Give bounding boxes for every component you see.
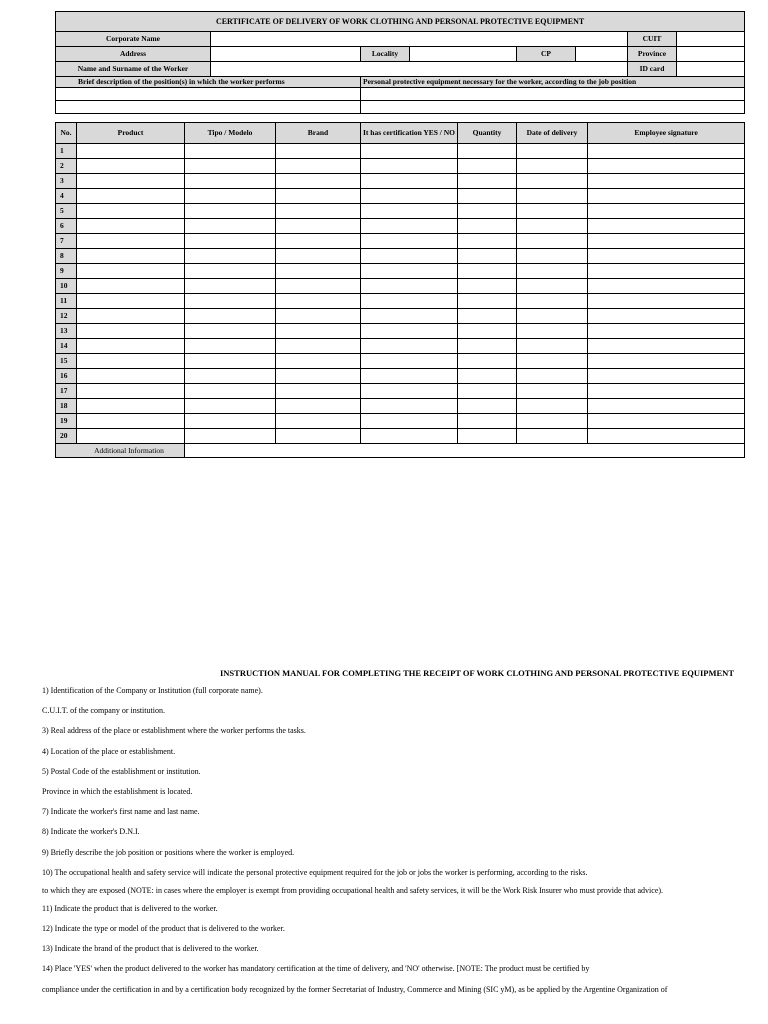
- product-cell[interactable]: [77, 384, 185, 399]
- delivery-date-cell[interactable]: [517, 249, 588, 264]
- manual-item: Province in which the establishment is located.: [42, 786, 193, 796]
- corporate-name-field[interactable]: [211, 32, 628, 47]
- model-cell[interactable]: [185, 309, 276, 324]
- signature-cell[interactable]: [588, 219, 745, 234]
- col-header-no: No.: [56, 123, 77, 144]
- delivery-date-cell[interactable]: [517, 159, 588, 174]
- certification-cell[interactable]: [361, 324, 458, 339]
- worker-name-label: Name and Surname of the Worker: [56, 62, 211, 77]
- manual-item: 11) Indicate the product that is delivered to the worker.: [42, 903, 218, 913]
- table-row: [56, 369, 745, 384]
- model-cell[interactable]: [185, 189, 276, 204]
- model-cell[interactable]: [185, 399, 276, 414]
- brand-cell[interactable]: [276, 219, 361, 234]
- certification-cell[interactable]: [361, 309, 458, 324]
- certification-cell[interactable]: [361, 234, 458, 249]
- position-description-field[interactable]: [56, 101, 361, 114]
- certification-cell[interactable]: [361, 219, 458, 234]
- table-row: [56, 294, 745, 309]
- table-row: [56, 144, 745, 159]
- locality-label: Locality: [361, 47, 410, 62]
- manual-title: INSTRUCTION MANUAL FOR COMPLETING THE RECEIPT OF WORK CLOTHING AND PERSONAL PROTECTIVE EQUIPMENT: [219, 668, 734, 678]
- ppe-needed-field[interactable]: [361, 101, 745, 114]
- product-cell[interactable]: [77, 339, 185, 354]
- manual-item: 4) Location of the place or establishment.: [42, 746, 176, 756]
- row-number: 7: [56, 234, 77, 249]
- model-cell[interactable]: [185, 144, 276, 159]
- col-header-quantity: Quantity: [458, 123, 517, 144]
- table-row: [56, 279, 745, 294]
- col-header-date: Date of delivery: [517, 123, 588, 144]
- quantity-cell[interactable]: [458, 264, 517, 279]
- locality-field[interactable]: [410, 47, 517, 62]
- manual-item: 12) Indicate the type or model of the product that is delivered to the worker.: [42, 924, 285, 934]
- product-cell[interactable]: [77, 144, 185, 159]
- signature-cell[interactable]: [588, 159, 745, 174]
- row-number: 4: [56, 189, 77, 204]
- row-number: 9: [56, 264, 77, 279]
- ppe-needed-field[interactable]: [361, 88, 745, 101]
- row-number: 10: [56, 279, 77, 294]
- brand-cell[interactable]: [276, 159, 361, 174]
- delivery-date-cell[interactable]: [517, 309, 588, 324]
- delivery-date-cell[interactable]: [517, 279, 588, 294]
- delivery-certificate-form: [55, 11, 745, 458]
- brand-cell[interactable]: [276, 204, 361, 219]
- brand-cell[interactable]: [276, 144, 361, 159]
- quantity-cell[interactable]: [458, 384, 517, 399]
- row-number: 13: [56, 324, 77, 339]
- quantity-cell[interactable]: [458, 144, 517, 159]
- row-number: 3: [56, 174, 77, 189]
- delivery-date-cell[interactable]: [517, 219, 588, 234]
- model-cell[interactable]: [185, 174, 276, 189]
- quantity-cell[interactable]: [458, 399, 517, 414]
- position-description-label: Brief description of the position(s) in which the worker performs: [56, 77, 361, 88]
- product-cell[interactable]: [77, 249, 185, 264]
- manual-item: 8) Indicate the worker's D.N.I.: [42, 827, 140, 837]
- certification-cell[interactable]: [361, 369, 458, 384]
- delivery-date-cell[interactable]: [517, 234, 588, 249]
- quantity-cell[interactable]: [458, 249, 517, 264]
- row-number: 6: [56, 219, 77, 234]
- model-cell[interactable]: [185, 429, 276, 444]
- col-header-brand: Brand: [276, 123, 361, 144]
- certification-cell[interactable]: [361, 414, 458, 429]
- model-cell[interactable]: [185, 294, 276, 309]
- row-number: 18: [56, 399, 77, 414]
- additional-info-field[interactable]: [185, 444, 745, 458]
- brand-cell[interactable]: [276, 234, 361, 249]
- product-cell[interactable]: [77, 219, 185, 234]
- certification-cell[interactable]: [361, 384, 458, 399]
- table-row: [56, 414, 745, 429]
- manual-item: 14) Place 'YES' when the product delivered to the worker has mandatory certification at the time of delivery, and 'NO' otherwise. [NOTE: The product must be certified by: [42, 964, 590, 974]
- position-description-field[interactable]: [56, 88, 361, 101]
- certification-cell[interactable]: [361, 204, 458, 219]
- product-cell[interactable]: [77, 159, 185, 174]
- corporate-name-label: Corporate Name: [56, 32, 211, 47]
- quantity-cell[interactable]: [458, 414, 517, 429]
- quantity-cell[interactable]: [458, 204, 517, 219]
- model-cell[interactable]: [185, 354, 276, 369]
- table-row: [56, 354, 745, 369]
- id-card-field[interactable]: [677, 62, 745, 77]
- model-cell[interactable]: [185, 159, 276, 174]
- signature-cell[interactable]: [588, 249, 745, 264]
- certification-cell[interactable]: [361, 189, 458, 204]
- table-row: [56, 234, 745, 249]
- cuit-field[interactable]: [677, 32, 745, 47]
- signature-cell[interactable]: [588, 279, 745, 294]
- delivery-date-cell[interactable]: [517, 294, 588, 309]
- cp-field[interactable]: [576, 47, 628, 62]
- certification-cell[interactable]: [361, 159, 458, 174]
- row-number: 5: [56, 204, 77, 219]
- table-row: [56, 309, 745, 324]
- certification-cell[interactable]: [361, 429, 458, 444]
- quantity-cell[interactable]: [458, 189, 517, 204]
- table-row: [56, 204, 745, 219]
- brand-cell[interactable]: [276, 324, 361, 339]
- quantity-cell[interactable]: [458, 219, 517, 234]
- quantity-cell[interactable]: [458, 279, 517, 294]
- table-row: [56, 264, 745, 279]
- col-header-signature: Employee signature: [588, 123, 745, 144]
- manual-item: 9) Briefly describe the job position or positions where the worker is employed.: [42, 847, 295, 857]
- model-cell[interactable]: [185, 369, 276, 384]
- row-number: 19: [56, 414, 77, 429]
- address-field[interactable]: [211, 47, 361, 62]
- delivery-date-cell[interactable]: [517, 369, 588, 384]
- table-row: [56, 429, 745, 444]
- certification-cell[interactable]: [361, 354, 458, 369]
- quantity-cell[interactable]: [458, 369, 517, 384]
- delivery-date-cell[interactable]: [517, 414, 588, 429]
- manual-item: C.U.I.T. of the company or institution.: [42, 706, 165, 716]
- product-cell[interactable]: [77, 399, 185, 414]
- brand-cell[interactable]: [276, 339, 361, 354]
- signature-cell[interactable]: [588, 309, 745, 324]
- certification-cell[interactable]: [361, 294, 458, 309]
- product-cell[interactable]: [77, 294, 185, 309]
- product-cell[interactable]: [77, 309, 185, 324]
- row-number: 2: [56, 159, 77, 174]
- worker-name-field[interactable]: [211, 62, 628, 77]
- product-cell[interactable]: [77, 174, 185, 189]
- model-cell[interactable]: [185, 414, 276, 429]
- certification-cell[interactable]: [361, 399, 458, 414]
- brand-cell[interactable]: [276, 399, 361, 414]
- row-number: 11: [56, 294, 77, 309]
- certification-cell[interactable]: [361, 249, 458, 264]
- row-number: 1: [56, 144, 77, 159]
- cuit-label: CUIT: [628, 32, 677, 47]
- model-cell[interactable]: [185, 324, 276, 339]
- cp-label: CP: [517, 47, 576, 62]
- model-cell[interactable]: [185, 219, 276, 234]
- brand-cell[interactable]: [276, 279, 361, 294]
- quantity-cell[interactable]: [458, 234, 517, 249]
- address-label: Address: [56, 47, 211, 62]
- quantity-cell[interactable]: [458, 324, 517, 339]
- row-number: 12: [56, 309, 77, 324]
- brand-cell[interactable]: [276, 354, 361, 369]
- certification-cell[interactable]: [361, 279, 458, 294]
- product-cell[interactable]: [77, 204, 185, 219]
- model-cell[interactable]: [185, 249, 276, 264]
- brand-cell[interactable]: [276, 294, 361, 309]
- row-number: 17: [56, 384, 77, 399]
- delivery-date-cell[interactable]: [517, 339, 588, 354]
- quantity-cell[interactable]: [458, 354, 517, 369]
- signature-cell[interactable]: [588, 264, 745, 279]
- signature-cell[interactable]: [588, 234, 745, 249]
- row-number: 14: [56, 339, 77, 354]
- brand-cell[interactable]: [276, 249, 361, 264]
- manual-item: 1) Identification of the Company or Institution (full corporate name).: [42, 686, 263, 695]
- col-header-model: Tipo / Modelo: [185, 123, 276, 144]
- signature-cell[interactable]: [588, 174, 745, 189]
- delivery-date-cell[interactable]: [517, 429, 588, 444]
- table-row: [56, 159, 745, 174]
- province-label: Province: [628, 47, 677, 62]
- quantity-cell[interactable]: [458, 174, 517, 189]
- product-cell[interactable]: [77, 414, 185, 429]
- product-cell[interactable]: [77, 264, 185, 279]
- form-title: CERTIFICATE OF DELIVERY OF WORK CLOTHING AND PERSONAL PROTECTIVE EQUIPMENT: [56, 12, 745, 32]
- quantity-cell[interactable]: [458, 309, 517, 324]
- brand-cell[interactable]: [276, 309, 361, 324]
- signature-cell[interactable]: [588, 429, 745, 444]
- row-number: 16: [56, 369, 77, 384]
- signature-cell[interactable]: [588, 399, 745, 414]
- row-number: 20: [56, 429, 77, 444]
- table-row: [56, 324, 745, 339]
- table-row: [56, 384, 745, 399]
- model-cell[interactable]: [185, 384, 276, 399]
- brand-cell[interactable]: [276, 369, 361, 384]
- id-card-label: ID card: [628, 62, 677, 77]
- manual-item: 5) Postal Code of the establishment or institution.: [42, 766, 201, 776]
- certification-cell[interactable]: [361, 144, 458, 159]
- province-field[interactable]: [677, 47, 745, 62]
- signature-cell[interactable]: [588, 354, 745, 369]
- manual-item-continuation: to which they are exposed (NOTE: in cases where the employer is exempt from providing occupational health and safety services, it will be the Work Risk Insurer who must provide that advice).: [42, 885, 664, 895]
- model-cell[interactable]: [185, 339, 276, 354]
- signature-cell[interactable]: [588, 324, 745, 339]
- col-header-product: Product: [77, 123, 185, 144]
- table-row: [56, 174, 745, 189]
- signature-cell[interactable]: [588, 369, 745, 384]
- signature-cell[interactable]: [588, 189, 745, 204]
- signature-cell[interactable]: [588, 339, 745, 354]
- quantity-cell[interactable]: [458, 294, 517, 309]
- delivery-date-cell[interactable]: [517, 174, 588, 189]
- signature-cell[interactable]: [588, 294, 745, 309]
- row-number: 15: [56, 354, 77, 369]
- delivery-date-cell[interactable]: [517, 264, 588, 279]
- table-row: [56, 399, 745, 414]
- model-cell[interactable]: [185, 204, 276, 219]
- quantity-cell[interactable]: [458, 429, 517, 444]
- product-cell[interactable]: [77, 279, 185, 294]
- brand-cell[interactable]: [276, 264, 361, 279]
- brand-cell[interactable]: [276, 414, 361, 429]
- delivery-date-cell[interactable]: [517, 189, 588, 204]
- manual-item: 7) Indicate the worker's first name and last name.: [42, 807, 200, 817]
- certification-cell[interactable]: [361, 264, 458, 279]
- brand-cell[interactable]: [276, 429, 361, 444]
- signature-cell[interactable]: [588, 384, 745, 399]
- manual-item: 13) Indicate the brand of the product that is delivered to the worker.: [42, 944, 259, 954]
- delivery-date-cell[interactable]: [517, 144, 588, 159]
- model-cell[interactable]: [185, 264, 276, 279]
- product-cell[interactable]: [77, 324, 185, 339]
- brand-cell[interactable]: [276, 384, 361, 399]
- ppe-needed-label: Personal protective equipment necessary for the worker, according to the job position: [361, 77, 745, 88]
- certification-cell[interactable]: [361, 174, 458, 189]
- brand-cell[interactable]: [276, 174, 361, 189]
- product-cell[interactable]: [77, 354, 185, 369]
- delivery-date-cell[interactable]: [517, 399, 588, 414]
- quantity-cell[interactable]: [458, 159, 517, 174]
- manual-item: 10) The occupational health and safety service will indicate the personal protective equipment required for the job or jobs the worker is performing, according to the risks.: [42, 867, 588, 877]
- model-cell[interactable]: [185, 234, 276, 249]
- signature-cell[interactable]: [588, 144, 745, 159]
- model-cell[interactable]: [185, 279, 276, 294]
- product-cell[interactable]: [77, 234, 185, 249]
- table-row: [56, 189, 745, 204]
- signature-cell[interactable]: [588, 414, 745, 429]
- quantity-cell[interactable]: [458, 339, 517, 354]
- manual-item-continuation: compliance under the certification in and by a certification body recognized by the former Secretariat of Industry, Commerce and Mining (SIC yM), as be applied by the Argentine Organization of: [42, 984, 668, 994]
- row-number: 8: [56, 249, 77, 264]
- brand-cell[interactable]: [276, 189, 361, 204]
- product-cell[interactable]: [77, 189, 185, 204]
- table-row: [56, 339, 745, 354]
- spacer-row: [56, 114, 745, 123]
- col-header-certification: It has certification YES / NO: [361, 123, 458, 144]
- instruction-manual: [42, 668, 762, 1005]
- certification-cell[interactable]: [361, 339, 458, 354]
- table-row: [56, 249, 745, 264]
- delivery-date-cell[interactable]: [517, 204, 588, 219]
- manual-item: 3) Real address of the place or establishment where the worker performs the tasks.: [42, 726, 306, 736]
- delivery-date-cell[interactable]: [517, 384, 588, 399]
- additional-info-label: Additional Information: [56, 444, 185, 458]
- product-cell[interactable]: [77, 369, 185, 384]
- delivery-date-cell[interactable]: [517, 324, 588, 339]
- delivery-date-cell[interactable]: [517, 354, 588, 369]
- signature-cell[interactable]: [588, 204, 745, 219]
- product-cell[interactable]: [77, 429, 185, 444]
- table-row: [56, 219, 745, 234]
